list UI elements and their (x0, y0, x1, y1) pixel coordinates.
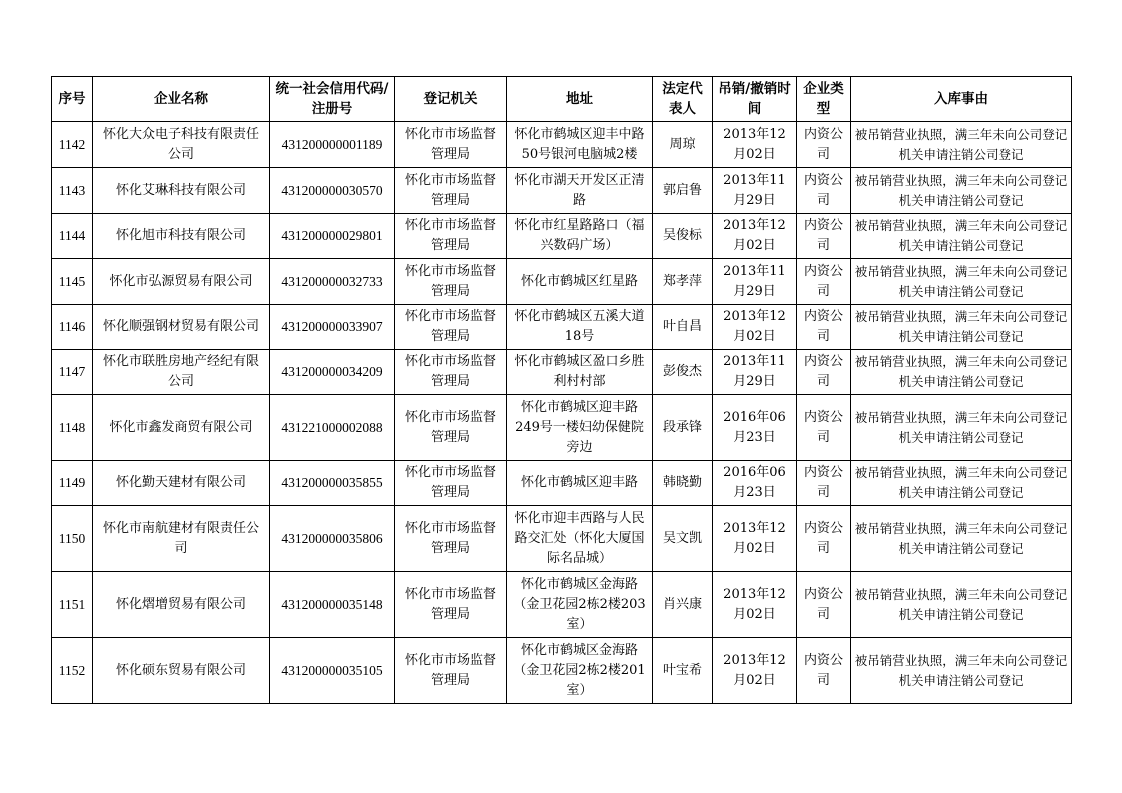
company-name-cell: 怀化艾琳科技有限公司 (93, 168, 270, 214)
address-cell: 怀化市鹤城区红星路 (507, 259, 653, 305)
legal-rep-cell: 郭启鲁 (653, 168, 713, 214)
revoked-companies-table (51, 76, 1072, 704)
reason-cell: 被吊销营业执照，满三年未向公司登记机关申请注销公司登记 (851, 395, 1072, 461)
header-address: 地址 (507, 77, 653, 122)
legal-rep-cell: 彭俊杰 (653, 350, 713, 395)
revoke-time-cell: 2013年12月02日 (713, 572, 797, 638)
credit-code-cell: 431200000032733 (270, 259, 395, 305)
reason-cell: 被吊销营业执照，满三年未向公司登记机关申请注销公司登记 (851, 259, 1072, 305)
credit-code-cell: 431200000034209 (270, 350, 395, 395)
authority-cell: 怀化市市场监督管理局 (395, 572, 507, 638)
company-type-cell: 内资公司 (797, 305, 851, 350)
company-type-cell: 内资公司 (797, 572, 851, 638)
seq-cell: 1148 (52, 395, 93, 461)
seq-cell: 1146 (52, 305, 93, 350)
legal-rep-cell: 吴文凯 (653, 506, 713, 572)
company-name-cell: 怀化旭市科技有限公司 (93, 214, 270, 259)
address-cell: 怀化市红星路路口（福兴数码广场） (507, 214, 653, 259)
address-cell: 怀化市鹤城区迎丰中路50号银河电脑城2楼 (507, 122, 653, 168)
reason-cell: 被吊销营业执照，满三年未向公司登记机关申请注销公司登记 (851, 305, 1072, 350)
header-company-type: 企业类型 (797, 77, 851, 122)
revoke-time-cell: 2013年12月02日 (713, 305, 797, 350)
credit-code-cell: 431221000002088 (270, 395, 395, 461)
address-cell: 怀化市迎丰西路与人民路交汇处（怀化大厦国际名品城） (507, 506, 653, 572)
credit-code-cell: 431200000001189 (270, 122, 395, 168)
company-name-cell: 怀化市联胜房地产经纪有限公司 (93, 350, 270, 395)
seq-cell: 1142 (52, 122, 93, 168)
credit-code-cell: 431200000029801 (270, 214, 395, 259)
company-name-cell: 怀化大众电子科技有限责任公司 (93, 122, 270, 168)
credit-code-cell: 431200000035148 (270, 572, 395, 638)
header-company-name: 企业名称 (93, 77, 270, 122)
credit-code-cell: 431200000033907 (270, 305, 395, 350)
company-name-cell: 怀化市鑫发商贸有限公司 (93, 395, 270, 461)
seq-cell: 1147 (52, 350, 93, 395)
reason-cell: 被吊销营业执照，满三年未向公司登记机关申请注销公司登记 (851, 350, 1072, 395)
company-name-cell: 怀化市弘源贸易有限公司 (93, 259, 270, 305)
reason-cell: 被吊销营业执照，满三年未向公司登记机关申请注销公司登记 (851, 572, 1072, 638)
address-cell: 怀化市鹤城区金海路（金卫花园2栋2楼203室） (507, 572, 653, 638)
table-row (52, 506, 1072, 572)
authority-cell: 怀化市市场监督管理局 (395, 168, 507, 214)
header-reason: 入库事由 (851, 77, 1072, 122)
reason-cell: 被吊销营业执照，满三年未向公司登记机关申请注销公司登记 (851, 122, 1072, 168)
company-type-cell: 内资公司 (797, 461, 851, 506)
address-cell: 怀化市鹤城区迎丰路 (507, 461, 653, 506)
seq-cell: 1143 (52, 168, 93, 214)
table-row (52, 638, 1072, 704)
credit-code-cell: 431200000030570 (270, 168, 395, 214)
header-seq: 序号 (52, 77, 93, 122)
legal-rep-cell: 郑孝萍 (653, 259, 713, 305)
legal-rep-cell: 周琼 (653, 122, 713, 168)
header-authority: 登记机关 (395, 77, 507, 122)
revoke-time-cell: 2013年11月29日 (713, 259, 797, 305)
legal-rep-cell: 肖兴康 (653, 572, 713, 638)
company-type-cell: 内资公司 (797, 638, 851, 704)
revoke-time-cell: 2016年06月23日 (713, 461, 797, 506)
seq-cell: 1149 (52, 461, 93, 506)
company-type-cell: 内资公司 (797, 506, 851, 572)
table-row (52, 461, 1072, 506)
authority-cell: 怀化市市场监督管理局 (395, 395, 507, 461)
company-type-cell: 内资公司 (797, 214, 851, 259)
authority-cell: 怀化市市场监督管理局 (395, 506, 507, 572)
address-cell: 怀化市湖天开发区正清路 (507, 168, 653, 214)
authority-cell: 怀化市市场监督管理局 (395, 350, 507, 395)
seq-cell: 1152 (52, 638, 93, 704)
credit-code-cell: 431200000035806 (270, 506, 395, 572)
revoke-time-cell: 2013年12月02日 (713, 506, 797, 572)
revoke-time-cell: 2013年12月02日 (713, 122, 797, 168)
company-type-cell: 内资公司 (797, 350, 851, 395)
address-cell: 怀化市鹤城区金海路（金卫花园2栋2楼201室） (507, 638, 653, 704)
authority-cell: 怀化市市场监督管理局 (395, 461, 507, 506)
table-row (52, 305, 1072, 350)
table-row (52, 168, 1072, 214)
reason-cell: 被吊销营业执照，满三年未向公司登记机关申请注销公司登记 (851, 214, 1072, 259)
legal-rep-cell: 韩晓勤 (653, 461, 713, 506)
credit-code-cell: 431200000035855 (270, 461, 395, 506)
revoke-time-cell: 2016年06月23日 (713, 395, 797, 461)
revoke-time-cell: 2013年11月29日 (713, 168, 797, 214)
seq-cell: 1151 (52, 572, 93, 638)
address-cell: 怀化市鹤城区盈口乡胜利村村部 (507, 350, 653, 395)
authority-cell: 怀化市市场监督管理局 (395, 122, 507, 168)
legal-rep-cell: 吴俊标 (653, 214, 713, 259)
revoke-time-cell: 2013年12月02日 (713, 214, 797, 259)
legal-rep-cell: 叶自昌 (653, 305, 713, 350)
authority-cell: 怀化市市场监督管理局 (395, 638, 507, 704)
reason-cell: 被吊销营业执照，满三年未向公司登记机关申请注销公司登记 (851, 638, 1072, 704)
revoke-time-cell: 2013年11月29日 (713, 350, 797, 395)
seq-cell: 1150 (52, 506, 93, 572)
reason-cell: 被吊销营业执照，满三年未向公司登记机关申请注销公司登记 (851, 168, 1072, 214)
address-cell: 怀化市鹤城区五溪大道18号 (507, 305, 653, 350)
header-row (52, 77, 1072, 122)
legal-rep-cell: 叶宝希 (653, 638, 713, 704)
seq-cell: 1145 (52, 259, 93, 305)
header-credit-code: 统一社会信用代码/注册号 (270, 77, 395, 122)
company-name-cell: 怀化市南航建材有限责任公司 (93, 506, 270, 572)
legal-rep-cell: 段承锋 (653, 395, 713, 461)
company-type-cell: 内资公司 (797, 122, 851, 168)
table-row (52, 395, 1072, 461)
address-cell: 怀化市鹤城区迎丰路249号一楼妇幼保健院旁边 (507, 395, 653, 461)
authority-cell: 怀化市市场监督管理局 (395, 259, 507, 305)
authority-cell: 怀化市市场监督管理局 (395, 214, 507, 259)
company-type-cell: 内资公司 (797, 395, 851, 461)
table-row (52, 259, 1072, 305)
table-row (52, 572, 1072, 638)
authority-cell: 怀化市市场监督管理局 (395, 305, 507, 350)
seq-cell: 1144 (52, 214, 93, 259)
header-legal-rep: 法定代表人 (653, 77, 713, 122)
company-name-cell: 怀化硕东贸易有限公司 (93, 638, 270, 704)
company-name-cell: 怀化熠增贸易有限公司 (93, 572, 270, 638)
company-type-cell: 内资公司 (797, 259, 851, 305)
reason-cell: 被吊销营业执照，满三年未向公司登记机关申请注销公司登记 (851, 506, 1072, 572)
revoke-time-cell: 2013年12月02日 (713, 638, 797, 704)
table-row (52, 350, 1072, 395)
header-revoke-time: 吊销/撤销时间 (713, 77, 797, 122)
company-name-cell: 怀化顺强钢材贸易有限公司 (93, 305, 270, 350)
company-name-cell: 怀化勤天建材有限公司 (93, 461, 270, 506)
credit-code-cell: 431200000035105 (270, 638, 395, 704)
table-row (52, 122, 1072, 168)
company-type-cell: 内资公司 (797, 168, 851, 214)
reason-cell: 被吊销营业执照，满三年未向公司登记机关申请注销公司登记 (851, 461, 1072, 506)
table-row (52, 214, 1072, 259)
